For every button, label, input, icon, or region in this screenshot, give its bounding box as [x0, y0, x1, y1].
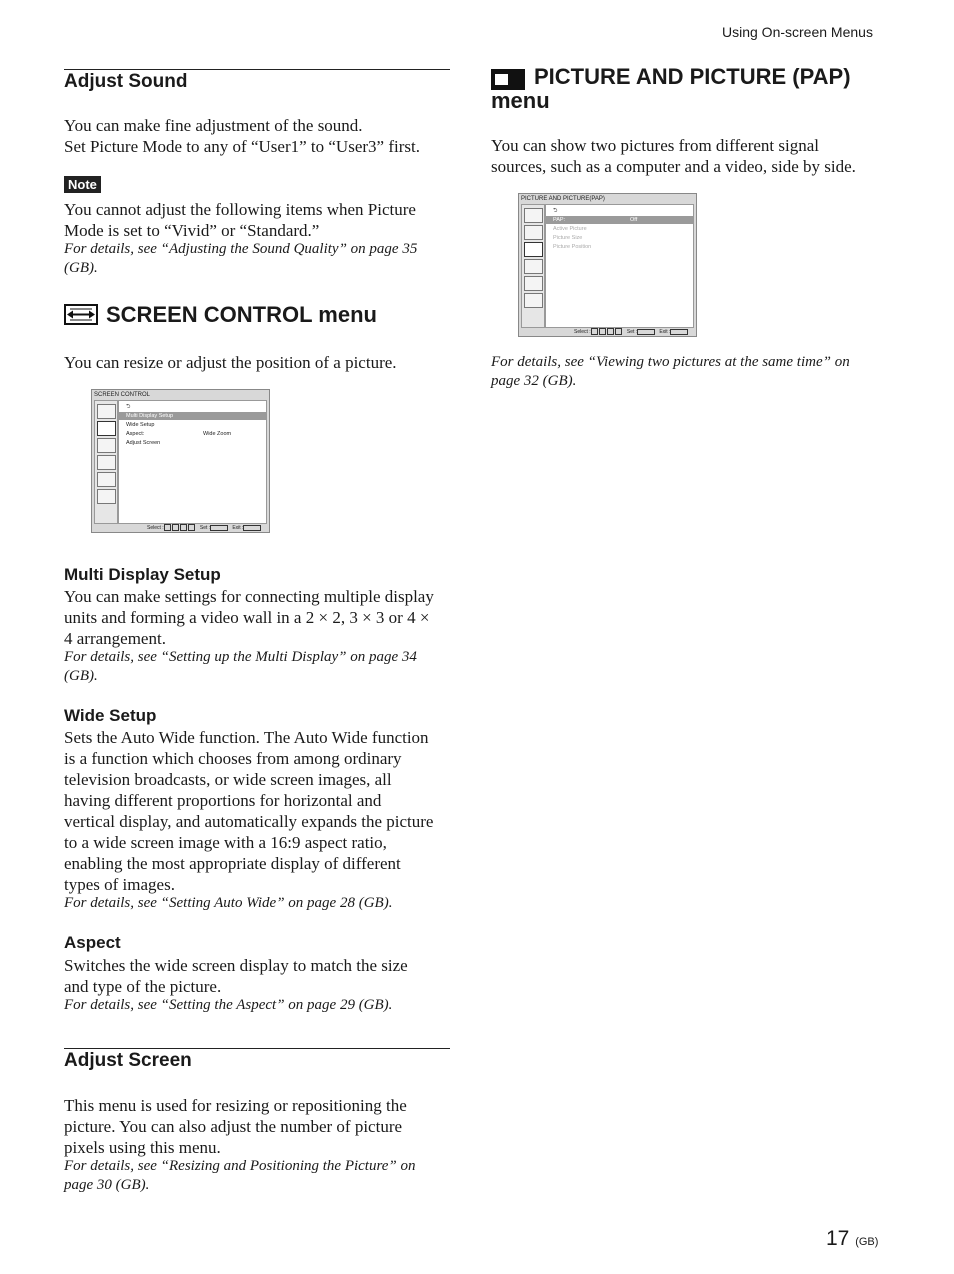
aspect-heading: Aspect — [64, 933, 121, 952]
reference-line: page 30 (GB). — [64, 1177, 150, 1193]
timer-icon — [524, 293, 543, 308]
adjust-sound-heading: Adjust Sound — [64, 71, 188, 92]
multi-display-heading: Multi Display Setup — [64, 565, 221, 584]
adjust-sound-para1: You can make fine adjustment of the sound. — [64, 116, 363, 135]
pap-icon — [524, 242, 543, 257]
pap-heading-line2: menu — [491, 88, 550, 113]
menu-item: Aspect: Wide Zoom — [126, 431, 232, 437]
body-line: enabling the most appropriate display of different — [64, 854, 401, 873]
picture-icon — [524, 208, 543, 223]
reference-line: page 32 (GB). — [491, 373, 577, 389]
body-line: is a function which chooses from among ordinary — [64, 749, 402, 768]
page-number-suffix: (GB) — [855, 1236, 879, 1248]
menu-back-glyph: ⮌ — [553, 208, 558, 214]
running-head: Using On-screen Menus — [722, 24, 873, 40]
menu-panel — [545, 204, 694, 328]
body-line: vertical display, and automatically expands the picture — [64, 812, 434, 831]
section-divider — [64, 1048, 450, 1049]
picture-icon — [97, 404, 116, 419]
screen-control-icon — [524, 225, 543, 240]
menu-item: PAP: Off — [546, 216, 693, 224]
body-line: to a wide screen image with a 16:9 aspect ratio, — [64, 833, 387, 852]
page-number-value: 17 — [826, 1227, 850, 1250]
body-line: television broadcasts, or wide screen images, all — [64, 770, 392, 789]
reference-line: (GB). — [64, 260, 98, 276]
body-line: You can make settings for connecting multiple display — [64, 587, 434, 606]
note-line: Mode is set to “Vivid” or “Standard.” — [64, 221, 320, 240]
wide-setup-heading: Wide Setup — [64, 706, 157, 725]
screen-control-menu-image — [91, 389, 270, 533]
menu-item-value: Wide Zoom — [203, 431, 232, 437]
pap-heading: PICTURE AND PICTURE (PAP) — [534, 64, 851, 89]
adjust-screen-heading: Adjust Screen — [64, 1050, 192, 1071]
body-line: This menu is used for resizing or repositioning the — [64, 1096, 407, 1115]
screen-control-icon — [64, 304, 98, 325]
menu-item: Adjust Screen — [126, 440, 161, 446]
section-divider — [64, 69, 450, 70]
menu-back-glyph: ⮌ — [126, 404, 131, 410]
pap-icon — [491, 69, 525, 90]
menu-item-value: Off — [630, 217, 638, 223]
body-line: Switches the wide screen display to match the size — [64, 956, 408, 975]
body-line: 4 arrangement. — [64, 629, 166, 648]
menu-item: Multi Display Setup — [119, 412, 266, 420]
options-icon — [524, 276, 543, 291]
body-line: pixels using this menu. — [64, 1138, 221, 1157]
note-line: You cannot adjust the following items when Picture — [64, 200, 416, 219]
body-line: picture. You can also adjust the number of picture — [64, 1117, 403, 1136]
adjust-sound-para2: Set Picture Mode to any of “User1” to “User3” first. — [64, 137, 420, 156]
menu-item: Picture Size — [553, 235, 583, 241]
body-line: having different proportions for horizontal and — [64, 791, 382, 810]
note-badge: Note — [64, 176, 101, 193]
reference-line: For details, see “Adjusting the Sound Quality” on page 35 — [64, 241, 418, 257]
sound-icon — [97, 438, 116, 453]
menu-item: Wide Setup — [126, 422, 155, 428]
pap-menu-image — [518, 193, 697, 337]
reference-line: For details, see “Setting Auto Wide” on page 28 (GB). — [64, 895, 393, 911]
body-line: units and forming a video wall in a 2 × 2, 3 × 3 or 4 × — [64, 608, 430, 627]
menu-panel — [118, 400, 267, 524]
setup-icon — [97, 455, 116, 470]
menu-icon-column — [94, 400, 118, 524]
menu-footer: Select : Set : Exit : — [574, 328, 688, 335]
reference-line: (GB). — [64, 668, 98, 684]
screen-control-heading: SCREEN CONTROL menu — [106, 302, 377, 327]
body-line: sources, such as a computer and a video, side by side. — [491, 157, 856, 176]
body-line: types of images. — [64, 875, 175, 894]
menu-footer: Select : Set : Exit : — [147, 524, 261, 531]
menu-title: PICTURE AND PICTURE(PAP) — [521, 196, 605, 202]
screen-control-intro: You can resize or adjust the position of a picture. — [64, 353, 397, 372]
menu-title: SCREEN CONTROL — [94, 392, 151, 398]
menu-item: Picture Position — [553, 244, 592, 250]
page-number — [826, 1227, 878, 1251]
reference-line: For details, see “Resizing and Positioning the Picture” on — [64, 1158, 416, 1174]
options-icon — [97, 472, 116, 487]
reference-line: For details, see “Viewing two pictures at the same time” on — [491, 354, 850, 370]
reference-line: For details, see “Setting up the Multi Display” on page 34 — [64, 649, 417, 665]
menu-item: Active Picture — [553, 226, 587, 232]
body-line: and type of the picture. — [64, 977, 222, 996]
body-line: You can show two pictures from different signal — [491, 136, 819, 155]
menu-icon-column — [521, 204, 545, 328]
setup-icon — [524, 259, 543, 274]
reference-line: For details, see “Setting the Aspect” on page 29 (GB). — [64, 997, 393, 1013]
timer-icon — [97, 489, 116, 504]
body-line: Sets the Auto Wide function. The Auto Wide function — [64, 728, 429, 747]
screen-control-icon — [97, 421, 116, 436]
